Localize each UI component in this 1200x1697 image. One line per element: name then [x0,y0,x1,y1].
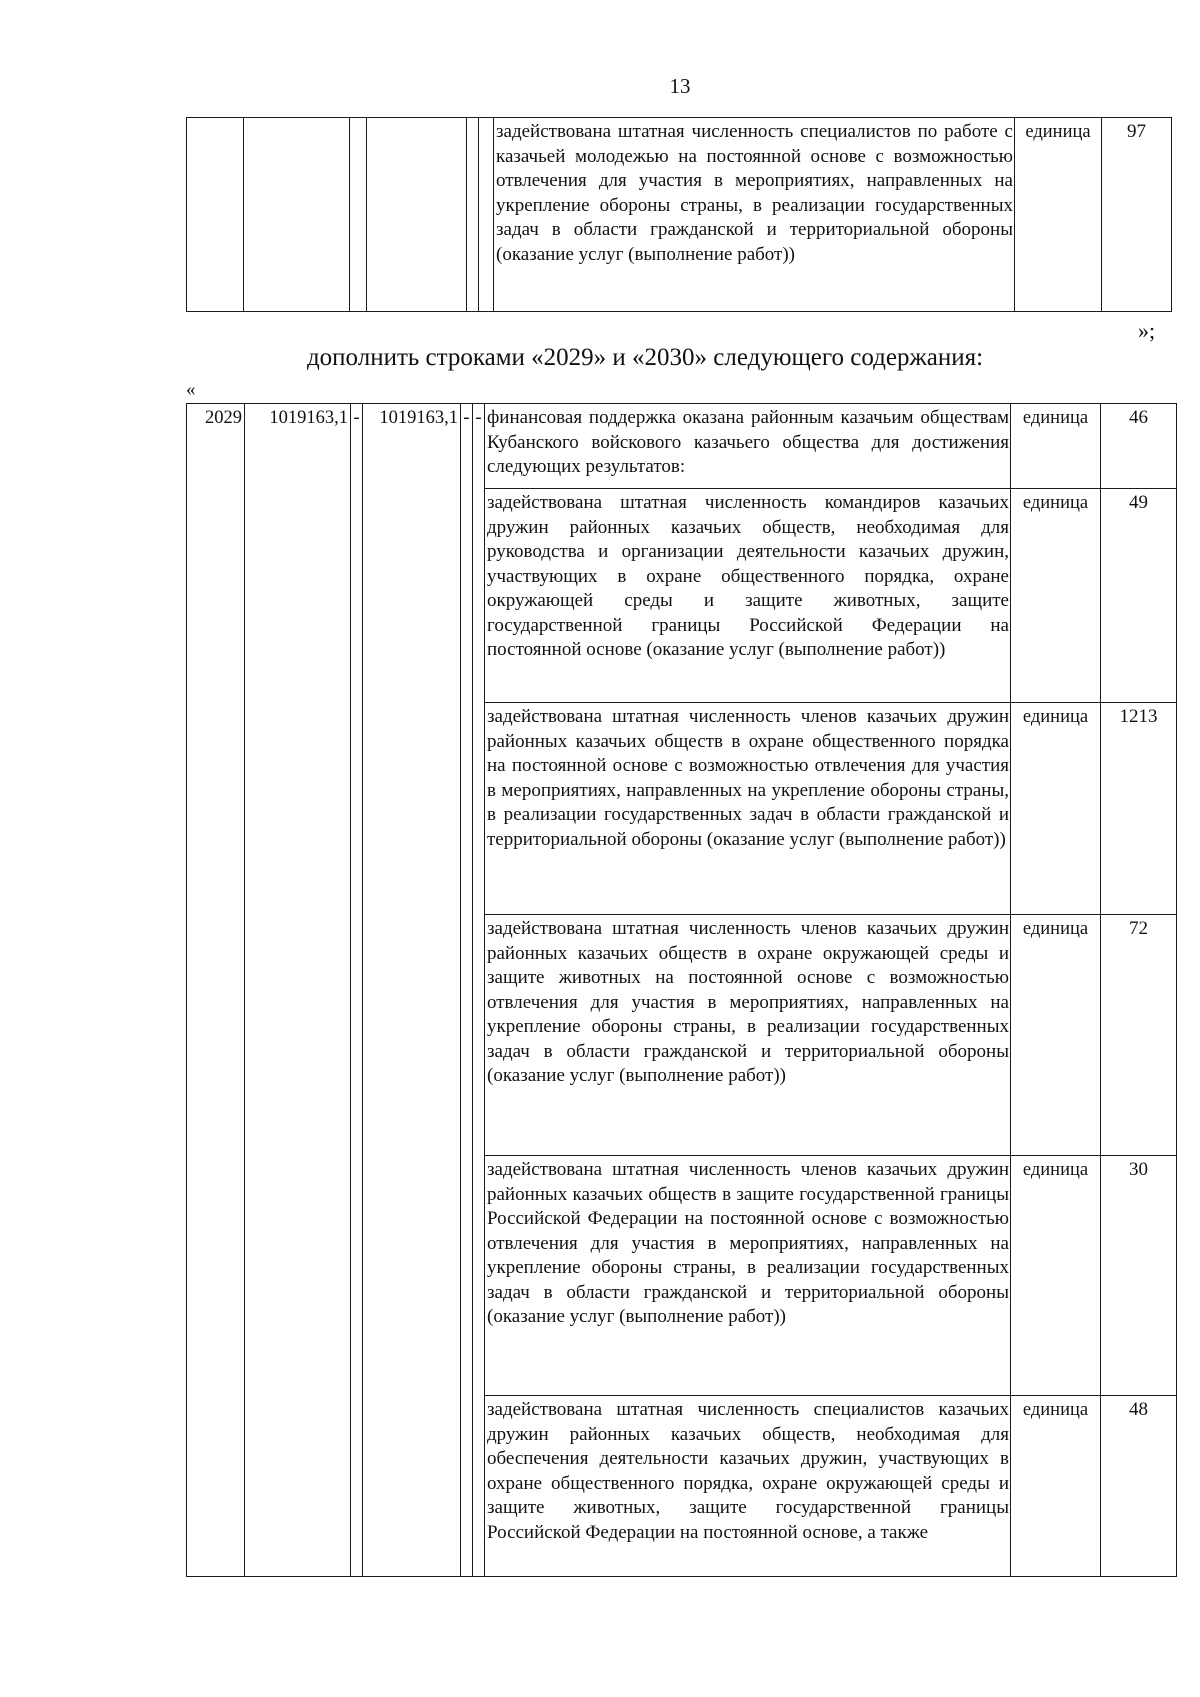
result-description: задействована штатная численность членов казачьих дружин районных казачьих обществ в защите государственной границы Российской Федерации на постоянной основе с возможностью отвлечения для участия в мероприятиях, направленных на укрепление обороны страны, в реализации государственных задач в области гражданской и территориальной обороны (оказание услуг (выполнение работ)) [485,1156,1011,1396]
result-description: задействована штатная численность специалистов по работе с казачьей молодежью на постоянной основе с возможностью отвлечения для участия в мероприятиях, направленных на укрепление обороны страны, в реализации государственных задач в области гражданской и территориальной обороны (оказание услуг (выполнение работ)) [494,118,1015,312]
amount-total-cell [244,118,350,312]
result-description: задействована штатная численность командиров казачьих дружин районных казачьих обществ, необходимая для руководства и организации деятельности казачьих дружин, участвующих в охране общественного порядка, охране окружающей среды и защите животных, защите государственной границы Российской Федерации на постоянной основе (оказание услуг (выполнение работ)) [485,489,1011,703]
unit-cell: единица [1015,118,1102,312]
unit-cell: единица [1011,1156,1101,1396]
year-cell [187,118,244,312]
value-cell: 48 [1101,1396,1177,1577]
unit-cell: единица [1011,915,1101,1156]
page-number: 13 [669,74,691,98]
value-cell: 97 [1102,118,1172,312]
value-cell: 49 [1101,489,1177,703]
dash-cell: - [351,404,363,1577]
unit-cell: единица [1011,489,1101,703]
opening-quote: « [186,379,196,400]
dash-cell: - [473,404,485,1577]
amount-budget-cell [367,118,467,312]
value-cell: 46 [1101,404,1177,489]
dash-cell [467,118,479,312]
amendment-table [186,403,1177,1577]
continuation-table [186,117,1172,312]
value-cell: 1213 [1101,703,1177,915]
result-description: задействована штатная численность членов казачьих дружин районных казачьих обществ в охране общественного порядка на постоянной основе с возможностью отвлечения для участия в мероприятиях, направленных на укрепление обороны страны, в реализации государственных задач в области гражданской и территориальной обороны (оказание услуг (выполнение работ)) [485,703,1011,915]
table-row [187,118,1172,312]
amendment-instruction: дополнить строками «2029» и «2030» следующего содержания: [306,344,984,371]
value-cell: 30 [1101,1156,1177,1396]
closing-quote: »; [1138,318,1156,343]
unit-cell: единица [1011,703,1101,915]
amount-budget-cell: 1019163,1 [363,404,461,1577]
dash-cell [350,118,367,312]
result-description: задействована штатная численность специалистов казачьих дружин районных казачьих обществ, необходимая для обеспечения деятельности казачьих дружин, участвующих в охране общественного порядка, охране окружающей среды и защите животных, защите государственной границы Российской Федерации на постоянной основе, а также [485,1396,1011,1577]
table-row [187,404,1177,489]
amount-total-cell: 1019163,1 [245,404,351,1577]
value-cell: 72 [1101,915,1177,1156]
dash-cell [479,118,494,312]
result-description: финансовая поддержка оказана районным казачьим обществам Кубанского войскового казачьего общества для достижения следующих результатов: [485,404,1011,489]
unit-cell: единица [1011,1396,1101,1577]
unit-cell: единица [1011,404,1101,489]
year-cell: 2029 [187,404,245,1577]
result-description: задействована штатная численность членов казачьих дружин районных казачьих обществ в охране окружающей среды и защите животных на постоянной основе с возможностью отвлечения для участия в мероприятиях, направленных на укрепление обороны страны, в реализации государственных задач в области гражданской и территориальной обороны (оказание услуг (выполнение работ)) [485,915,1011,1156]
dash-cell: - [461,404,473,1577]
